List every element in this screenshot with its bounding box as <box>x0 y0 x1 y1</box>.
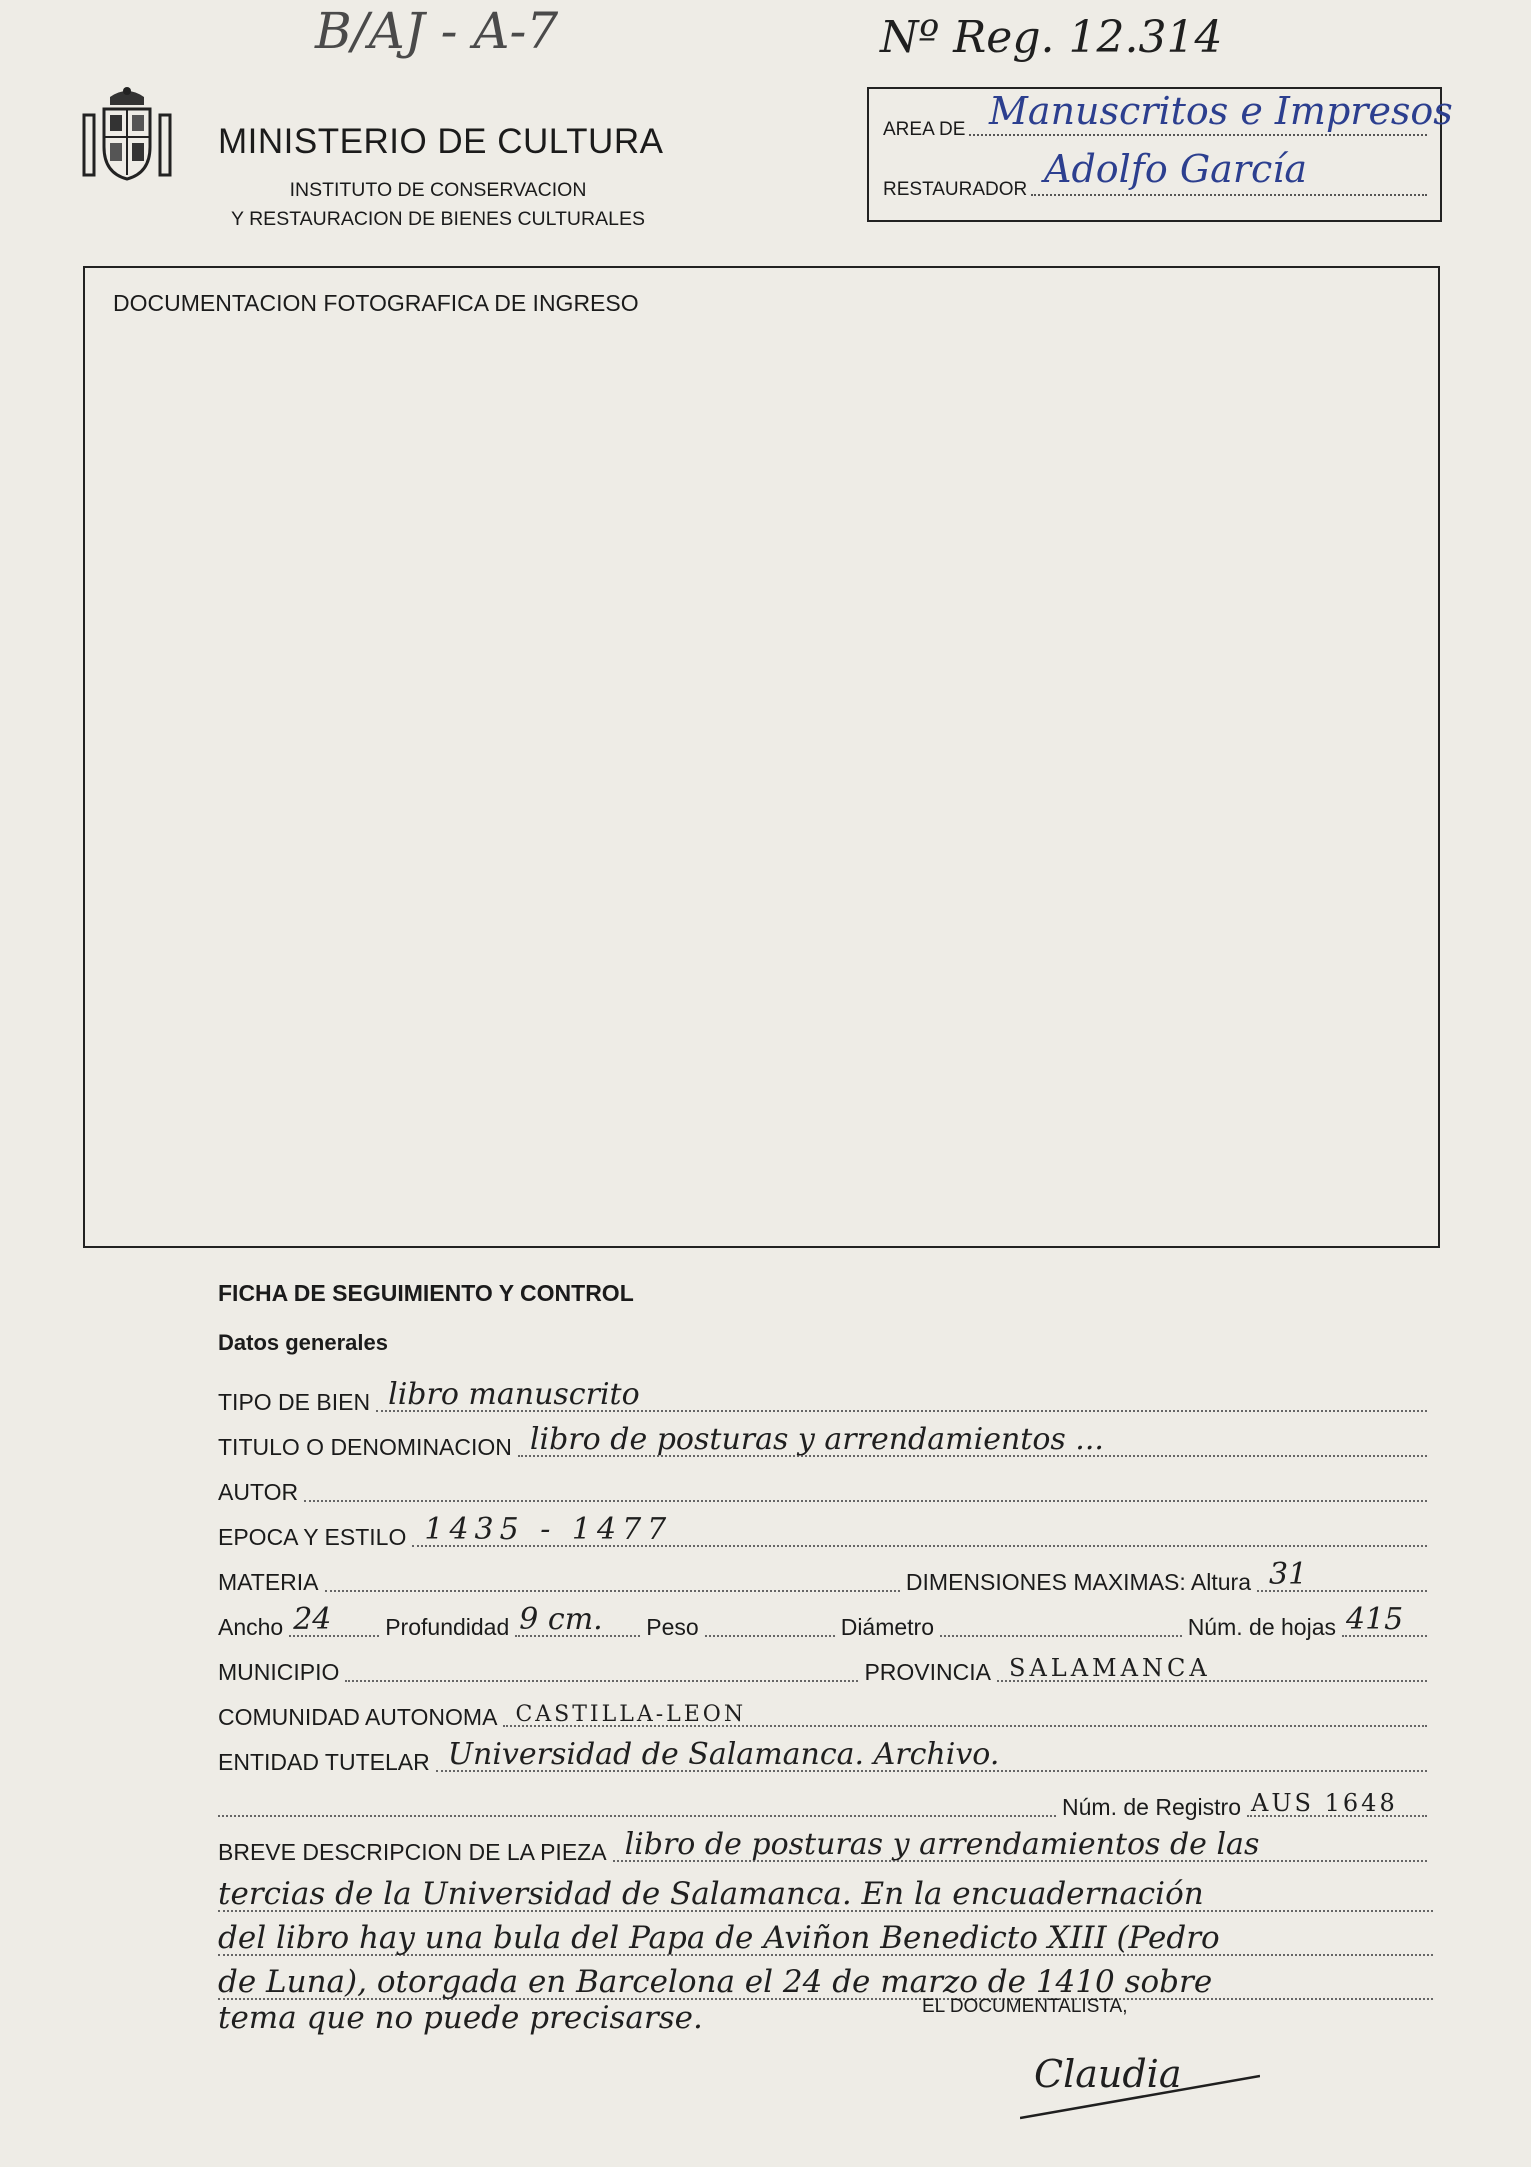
area-restaurador-box <box>867 87 1453 222</box>
photo-section-title: DOCUMENTACION FOTOGRAFICA DE INGRESO <box>113 290 639 316</box>
corner-handwritten-note: B/AJ - A-7 <box>315 2 559 60</box>
provincia-field <box>997 1650 1427 1682</box>
epoca-label: EPOCA Y ESTILO <box>218 1524 407 1550</box>
tipo-value: libro manuscrito <box>388 1377 640 1412</box>
desc-line-4: de Luna), otorgada en Barcelona el 24 de marzo de 1410 sobre <box>218 1964 1213 2000</box>
titulo-field <box>518 1422 1427 1457</box>
institute-line-1: INSTITUTO DE CONSERVACION <box>289 179 587 201</box>
desc-line-5: tema que no puede precisarse. <box>218 2000 703 2036</box>
signature-flourish-icon <box>1020 2040 1260 2130</box>
diametro-field <box>940 1605 1182 1637</box>
peso-label: Peso <box>646 1614 699 1640</box>
tipo-row <box>218 1377 1433 1416</box>
entidad-field <box>436 1737 1427 1772</box>
titulo-value: libro de posturas y arrendamientos ... <box>529 1422 1104 1457</box>
hojas-value: 415 <box>1346 1602 1404 1637</box>
materia-label: MATERIA <box>218 1569 319 1595</box>
coat-of-arms-icon <box>82 85 172 185</box>
breve-row <box>218 1827 1433 1866</box>
autor-field <box>304 1470 1427 1502</box>
comunidad-field <box>503 1695 1427 1727</box>
registro-label: Núm. de Registro <box>1062 1794 1241 1820</box>
registry-number-note: Nº Reg. 12.314 <box>880 12 1223 63</box>
signature-text: Claudia <box>1034 2052 1182 2096</box>
peso-field <box>705 1605 835 1637</box>
tipo-field <box>376 1377 1427 1412</box>
ancho-value: 24 <box>293 1602 332 1637</box>
institute-name <box>218 176 658 234</box>
restaurador-label: RESTAURADOR <box>883 179 1028 200</box>
desc-line-3: del libro hay una bula del Papa de Aviñon Benedicto XIII (Pedro <box>218 1920 1220 1956</box>
epoca-value: 1435 - 1477 <box>424 1512 673 1547</box>
restaurador-dotted-line <box>1031 193 1427 196</box>
area-value: Manuscritos e Impresos <box>989 89 1453 133</box>
documentalista-signature <box>1020 2040 1260 2130</box>
registro-row <box>218 1785 1433 1821</box>
ancho-field <box>289 1602 379 1637</box>
comunidad-value: CASTILLA-LEON <box>515 1702 747 1727</box>
materia-row <box>218 1557 1433 1596</box>
desc-line-4-field <box>218 1956 1433 2000</box>
autor-label: AUTOR <box>218 1479 299 1505</box>
provincia-label: PROVINCIA <box>864 1659 991 1685</box>
form-subtitle: Datos generales <box>218 1330 388 1355</box>
altura-value: 31 <box>1269 1557 1308 1592</box>
profundidad-value: 9 cm. <box>519 1602 603 1637</box>
area-label: AREA DE <box>883 119 966 140</box>
desc-line-2-field <box>218 1868 1433 1912</box>
registro-field <box>1247 1785 1427 1817</box>
provincia-value: SALAMANCA <box>1009 1654 1211 1682</box>
tipo-label: TIPO DE BIEN <box>218 1389 371 1415</box>
municipio-field <box>345 1650 858 1682</box>
area-dotted-line <box>969 133 1427 136</box>
epoca-row <box>218 1512 1433 1551</box>
titulo-row <box>218 1422 1433 1461</box>
breve-label: BREVE DESCRIPCION DE LA PIEZA <box>218 1839 607 1865</box>
registro-value: AUS 1648 <box>1251 1789 1398 1817</box>
municipio-label: MUNICIPIO <box>218 1659 340 1685</box>
form-title: FICHA DE SEGUIMIENTO Y CONTROL <box>218 1280 634 1306</box>
comunidad-row <box>218 1695 1433 1731</box>
breve-field <box>613 1827 1427 1862</box>
comunidad-label: COMUNIDAD AUTONOMA <box>218 1704 498 1730</box>
hojas-label: Núm. de hojas <box>1187 1614 1336 1640</box>
titulo-label: TITULO O DENOMINACION <box>218 1434 512 1460</box>
desc-line-3-field <box>218 1912 1433 1956</box>
hojas-field <box>1342 1602 1427 1637</box>
desc-line-2: tercias de la Universidad de Salamanca. En la encuadernación <box>218 1876 1204 1912</box>
ministry-title: MINISTERIO DE CULTURA <box>218 122 664 161</box>
desc-line-1: libro de posturas y arrendamientos de las <box>624 1827 1260 1862</box>
ancho-label: Ancho <box>218 1614 284 1640</box>
materia-field <box>325 1560 900 1592</box>
entidad-value: Universidad de Salamanca. Archivo. <box>447 1737 1000 1772</box>
restaurador-value: Adolfo García <box>1044 147 1308 191</box>
municipio-row <box>218 1650 1433 1686</box>
altura-field <box>1257 1557 1427 1592</box>
dimensiones-label: DIMENSIONES MAXIMAS: Altura <box>905 1569 1251 1595</box>
profundidad-field <box>515 1602 640 1637</box>
diametro-label: Diámetro <box>840 1614 935 1640</box>
epoca-field <box>412 1512 1427 1547</box>
entidad-row <box>218 1737 1433 1776</box>
medidas-row <box>218 1602 1433 1641</box>
institute-line-2: Y RESTAURACION DE BIENES CULTURALES <box>231 208 645 230</box>
entidad-label: ENTIDAD TUTELAR <box>218 1749 430 1775</box>
documentalista-label: EL DOCUMENTALISTA, <box>922 1996 1128 2017</box>
registro-leading-dots <box>218 1785 1056 1817</box>
autor-row <box>218 1470 1433 1506</box>
photo-documentation-box <box>83 266 1440 1248</box>
profundidad-label: Profundidad <box>385 1614 510 1640</box>
